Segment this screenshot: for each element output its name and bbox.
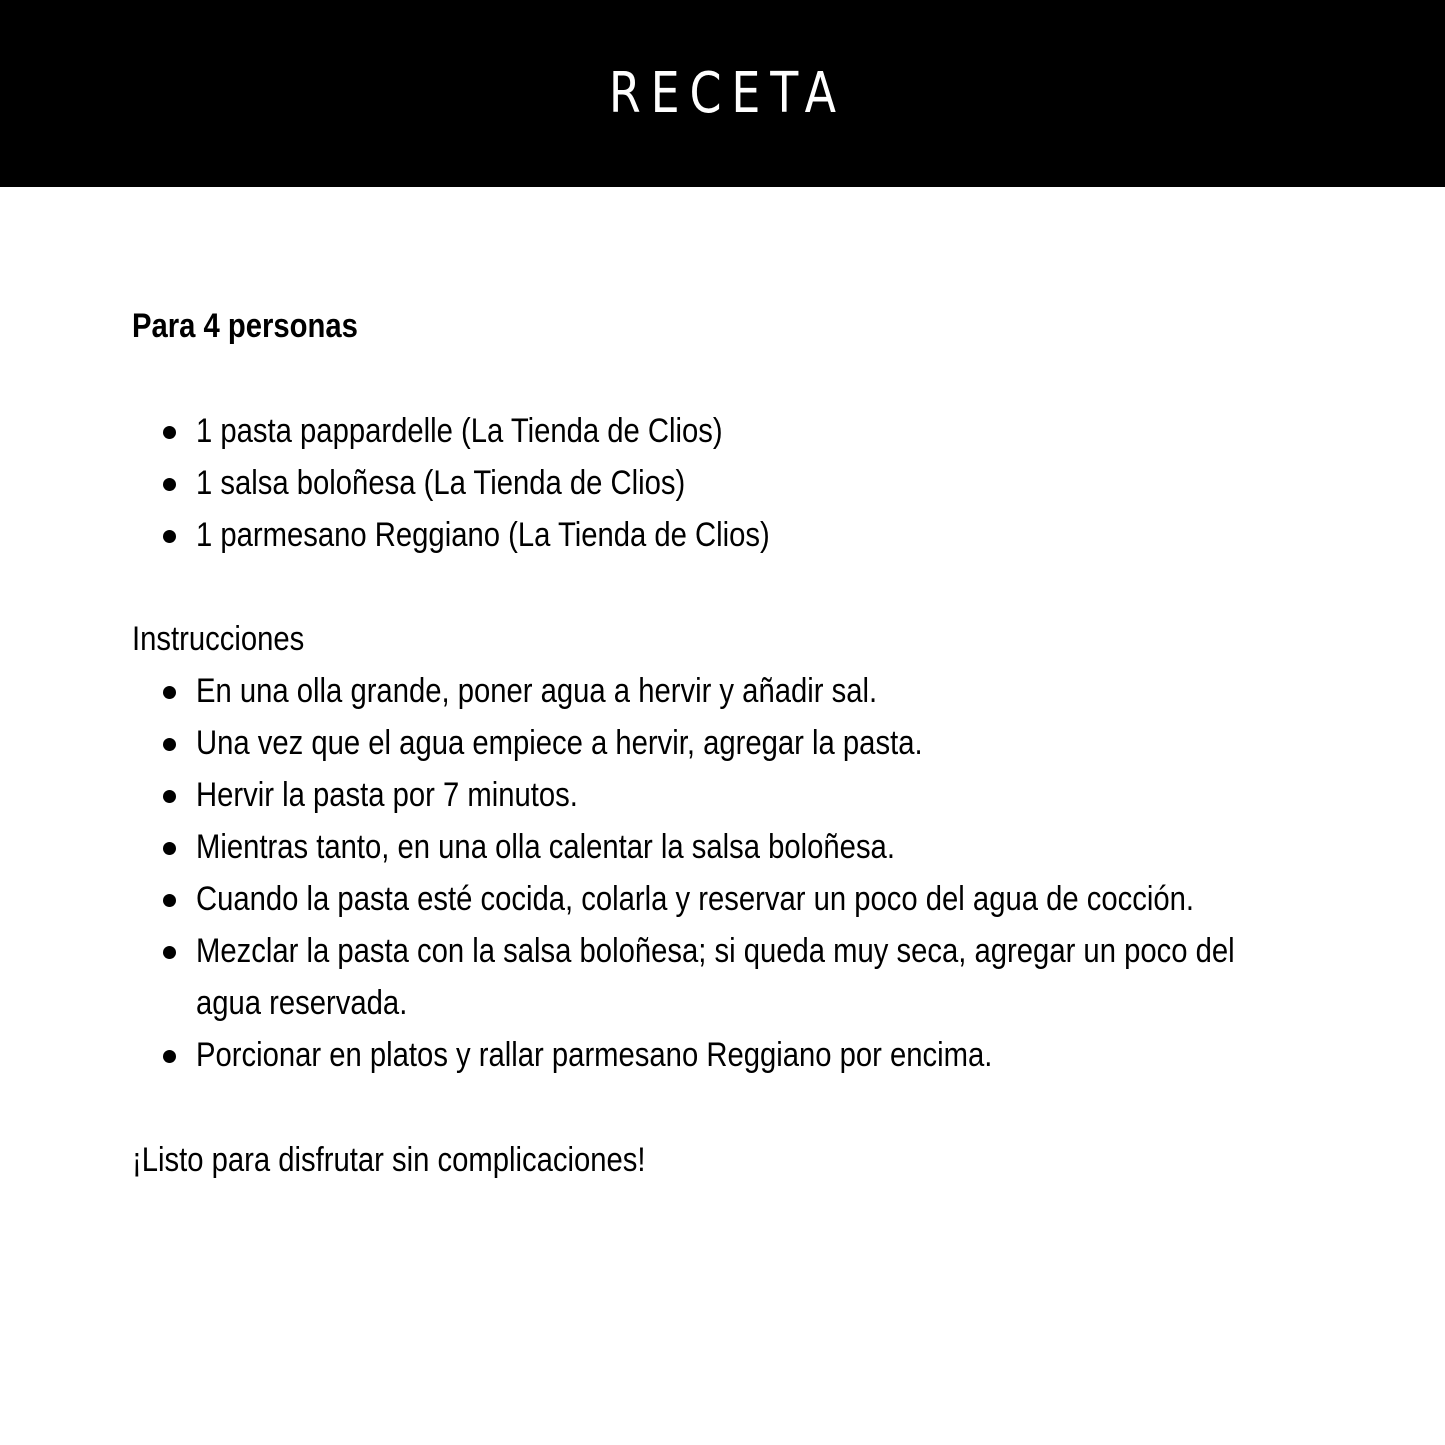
header-bar	[0, 0, 1445, 187]
bullet-icon	[163, 1050, 176, 1063]
servings-label: Para 4 personas	[132, 307, 358, 345]
instructions-list	[132, 665, 1312, 1081]
bullet-icon	[163, 894, 176, 907]
ingredient-item: 1 pasta pappardelle (La Tienda de Clios)	[132, 405, 1312, 457]
bullet-icon	[163, 842, 176, 855]
instruction-step: Mezclar la pasta con la salsa boloñesa; si queda muy seca, agregar un poco del agua reservada.	[132, 925, 1312, 1029]
ingredients-list	[132, 405, 1312, 561]
instruction-step: En una olla grande, poner agua a hervir y añadir sal.	[132, 665, 1312, 717]
instructions-heading: Instrucciones	[132, 620, 305, 658]
bullet-icon	[163, 426, 176, 439]
ingredient-item: 1 parmesano Reggiano (La Tienda de Clios)	[132, 509, 1312, 561]
instruction-step: Cuando la pasta esté cocida, colarla y reservar un poco del agua de cocción.	[132, 873, 1312, 925]
bullet-icon	[163, 478, 176, 491]
ingredient-item: 1 salsa boloñesa (La Tienda de Clios)	[132, 457, 1312, 509]
page-title: RECETA	[608, 61, 846, 126]
bullet-icon	[163, 738, 176, 751]
bullet-icon	[163, 686, 176, 699]
instruction-step: Mientras tanto, en una olla calentar la salsa boloñesa.	[132, 821, 1312, 873]
bullet-icon	[163, 946, 176, 959]
bullet-icon	[163, 790, 176, 803]
instruction-step: Porcionar en platos y rallar parmesano Reggiano por encima.	[132, 1029, 1312, 1081]
closing-note: ¡Listo para disfrutar sin complicaciones!	[132, 1141, 646, 1179]
instruction-step: Una vez que el agua empiece a hervir, agregar la pasta.	[132, 717, 1312, 769]
bullet-icon	[163, 530, 176, 543]
instruction-step: Hervir la pasta por 7 minutos.	[132, 769, 1312, 821]
recipe-content	[132, 300, 1312, 1186]
